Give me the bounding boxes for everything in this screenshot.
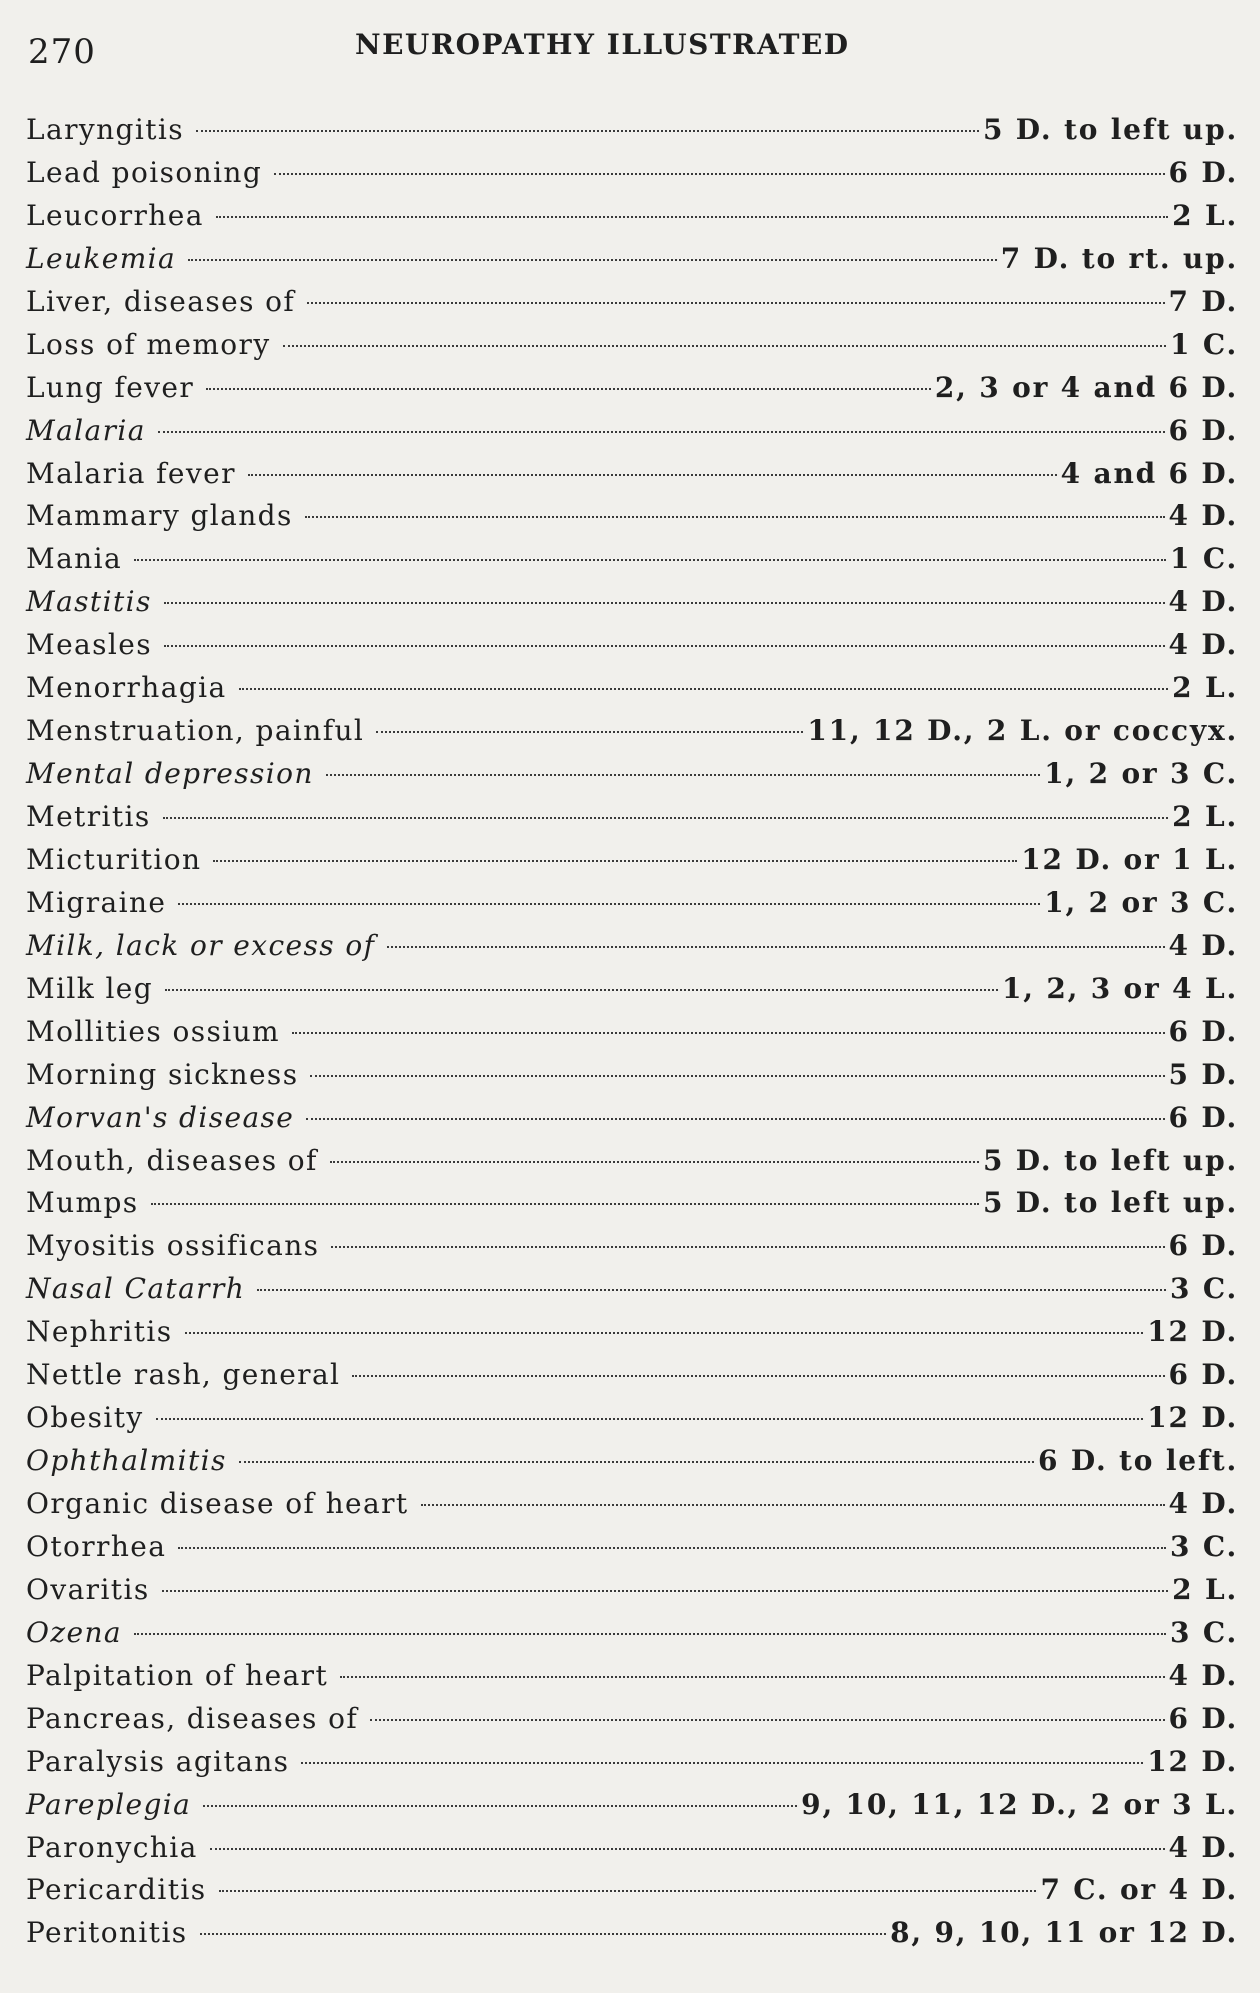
index-entry: [26, 1272, 1238, 1315]
entry-term: Measles: [26, 628, 152, 662]
dot-leader: [330, 1161, 979, 1163]
index-entry: [26, 414, 1238, 457]
dot-leader: [239, 1461, 1034, 1463]
entry-term: Menorrhagia: [26, 671, 227, 705]
entry-term: Leukemia: [26, 241, 177, 275]
dot-leader: [164, 602, 1165, 604]
dot-leader: [162, 1590, 1169, 1592]
index-entry: [26, 1831, 1238, 1874]
entry-term: Lead poisoning: [26, 155, 263, 189]
entry-reference: 5 D. to left up.: [982, 1186, 1238, 1220]
index-entry: [26, 1144, 1238, 1187]
index-entry: [26, 714, 1238, 757]
entry-reference: 4 and 6 D.: [1060, 456, 1238, 490]
dot-leader: [163, 817, 1169, 819]
dot-leader: [248, 474, 1057, 476]
entry-reference: 12 D.: [1147, 1744, 1238, 1778]
dot-leader: [340, 1676, 1164, 1678]
index-entry: [26, 113, 1238, 156]
entry-reference: 5 D. to left up.: [982, 1143, 1238, 1177]
index-entry: [26, 1401, 1238, 1444]
entry-term: Organic disease of heart: [26, 1487, 409, 1520]
dot-leader: [306, 1118, 1164, 1120]
entry-reference: 3 C.: [1170, 1272, 1238, 1306]
index-entry: [26, 371, 1238, 414]
entry-term: Mania: [26, 542, 123, 576]
entry-term: Otorrhea: [26, 1529, 167, 1563]
page-header: [0, 22, 1260, 72]
entry-reference: 1 C.: [1170, 327, 1238, 361]
dot-leader: [178, 903, 1040, 905]
entry-term: Ophthalmitis: [26, 1444, 227, 1478]
entry-reference: 6 D.: [1168, 1701, 1238, 1735]
dot-leader: [421, 1504, 1165, 1506]
entry-term: Mollities ossium: [26, 1014, 280, 1048]
entry-term: Pancreas, diseases of: [26, 1701, 359, 1735]
dot-leader: [331, 1246, 1164, 1248]
dot-leader: [274, 173, 1164, 175]
index-entry: [26, 1659, 1238, 1702]
entry-term: Laryngitis: [26, 113, 184, 146]
dot-leader: [310, 1075, 1164, 1077]
entry-reference: 1, 2 or 3 C.: [1044, 885, 1238, 919]
entry-reference: 4 D.: [1168, 1830, 1238, 1864]
entry-reference: 6 D.: [1168, 155, 1238, 189]
entry-term: Milk, lack or excess of: [26, 928, 376, 962]
entry-reference: 5 D.: [1168, 1057, 1238, 1091]
index-entry: [26, 843, 1238, 886]
entry-reference: 1 C.: [1170, 542, 1238, 576]
dot-leader: [370, 1719, 1164, 1721]
entry-reference: 4 D.: [1168, 585, 1238, 619]
dot-leader: [206, 388, 931, 390]
entry-reference: 6 D.: [1168, 1014, 1238, 1048]
index-entry: [26, 1058, 1238, 1101]
entry-term: Loss of memory: [26, 327, 271, 361]
entry-term: Micturition: [26, 842, 202, 876]
entry-reference: 6 D.: [1168, 1229, 1238, 1263]
entry-term: Malaria: [26, 413, 146, 447]
dot-leader: [387, 946, 1164, 948]
index-entry: [26, 1101, 1238, 1144]
entry-reference: 5 D. to left up.: [982, 113, 1238, 146]
entry-term: Paronychia: [26, 1830, 198, 1864]
entry-term: Morning sickness: [26, 1057, 299, 1091]
dot-leader: [326, 774, 1040, 776]
entry-reference: 11, 12 D., 2 L. or coccyx.: [807, 714, 1238, 748]
dot-leader: [283, 345, 1166, 347]
entry-term: Paralysis agitans: [26, 1744, 290, 1778]
entry-reference: 2 L.: [1172, 1572, 1238, 1606]
entry-reference: 6 D.: [1168, 1358, 1238, 1392]
index-entry: [26, 242, 1238, 285]
index-entry: [26, 929, 1238, 972]
index-entry: [26, 1186, 1238, 1229]
dot-leader: [134, 559, 1166, 561]
entry-reference: 4 D.: [1168, 499, 1238, 533]
entry-term: Leucorrhea: [26, 198, 204, 232]
entry-reference: 1, 2, 3 or 4 L.: [1001, 971, 1238, 1005]
index-entry: [26, 1616, 1238, 1659]
entry-reference: 8, 9, 10, 11 or 12 D.: [890, 1916, 1238, 1950]
dot-leader: [203, 1805, 797, 1807]
entry-reference: 12 D.: [1147, 1315, 1238, 1349]
entry-term: Nasal Catarrh: [26, 1272, 246, 1306]
entry-reference: 4 D.: [1168, 928, 1238, 962]
dot-leader: [158, 431, 1165, 433]
dot-leader: [216, 216, 1168, 218]
index-entry: [26, 1788, 1238, 1831]
index-entry: [26, 1444, 1238, 1487]
index-entry: [26, 1358, 1238, 1401]
running-title: NEUROPATHY ILLUSTRATED: [355, 28, 850, 61]
index-entry: [26, 628, 1238, 671]
entry-reference: 4 D.: [1168, 628, 1238, 662]
index-entry: [26, 1487, 1238, 1530]
index-entry: [26, 1702, 1238, 1745]
dot-leader: [213, 860, 1017, 862]
index-entry: [26, 1315, 1238, 1358]
entry-reference: 1, 2 or 3 C.: [1044, 757, 1238, 791]
dot-leader: [156, 1418, 1144, 1420]
index-entry: [26, 457, 1238, 500]
entry-reference: 12 D. or 1 L.: [1021, 842, 1238, 876]
dot-leader: [200, 1933, 887, 1935]
entry-reference: 12 D.: [1147, 1401, 1238, 1435]
entry-term: Mumps: [26, 1186, 139, 1220]
dot-leader: [165, 989, 998, 991]
entry-term: Mastitis: [26, 585, 152, 619]
entry-reference: 7 C. or 4 D.: [1040, 1873, 1238, 1907]
dot-leader: [164, 645, 1165, 647]
entry-term: Milk leg: [26, 971, 154, 1005]
index-entry: [26, 585, 1238, 628]
dot-leader: [219, 1890, 1037, 1892]
index-entry: [26, 328, 1238, 371]
index-entry: [26, 1873, 1238, 1916]
entry-term: Morvan's disease: [26, 1100, 295, 1134]
entry-term: Nephritis: [26, 1315, 173, 1349]
dot-leader: [257, 1289, 1166, 1291]
dot-leader: [305, 516, 1165, 518]
entry-term: Obesity: [26, 1401, 144, 1435]
dot-leader: [239, 688, 1169, 690]
index-entry: [26, 199, 1238, 242]
entry-reference: 3 C.: [1170, 1615, 1238, 1649]
dot-leader: [376, 731, 803, 733]
entry-term: Malaria fever: [26, 456, 236, 490]
dot-leader: [210, 1848, 1165, 1850]
index-entry: [26, 757, 1238, 800]
entry-reference: 4 D.: [1168, 1658, 1238, 1692]
index-entry: [26, 1573, 1238, 1616]
index-entry: [26, 156, 1238, 199]
entry-term: Liver, diseases of: [26, 284, 296, 318]
entry-term: Ovaritis: [26, 1572, 150, 1606]
entry-reference: 2 L.: [1172, 800, 1238, 833]
index-entry: [26, 1530, 1238, 1573]
entry-reference: 9, 10, 11, 12 D., 2 or 3 L.: [801, 1787, 1238, 1821]
entry-reference: 2 L.: [1172, 671, 1238, 705]
page-number: 270: [28, 32, 96, 72]
entry-reference: 2 L.: [1172, 198, 1238, 232]
dot-leader: [307, 302, 1164, 304]
entry-term: Ozena: [26, 1615, 123, 1649]
entry-reference: 6 D.: [1168, 1100, 1238, 1134]
index-entry: [26, 886, 1238, 929]
entry-term: Pericarditis: [26, 1873, 207, 1907]
dot-leader: [196, 130, 979, 132]
entry-reference: 2, 3 or 4 and 6 D.: [934, 370, 1238, 404]
entry-term: Mammary glands: [26, 499, 293, 533]
index-entry: [26, 972, 1238, 1015]
index-entry: [26, 1916, 1238, 1959]
entry-reference: 6 D. to left.: [1038, 1444, 1238, 1478]
entry-reference: 7 D. to rt. up.: [1000, 241, 1238, 275]
index-entry: [26, 285, 1238, 328]
index-entry: [26, 1229, 1238, 1272]
index-entry: [26, 499, 1238, 542]
entry-reference: 3 C.: [1170, 1529, 1238, 1563]
entry-term: Lung fever: [26, 370, 195, 404]
entry-term: Myositis ossificans: [26, 1229, 320, 1263]
entry-term: Peritonitis: [26, 1916, 188, 1950]
entry-reference: 6 D.: [1168, 413, 1238, 447]
index-list: [26, 113, 1238, 1959]
index-entry: [26, 542, 1238, 585]
entry-reference: 7 D.: [1168, 284, 1238, 318]
index-entry: [26, 1745, 1238, 1788]
entry-term: Palpitation of heart: [26, 1658, 329, 1692]
index-entry: [26, 1015, 1238, 1058]
index-entry: [26, 671, 1238, 714]
dot-leader: [134, 1633, 1166, 1635]
dot-leader: [188, 259, 997, 261]
entry-reference: 4 D.: [1168, 1487, 1238, 1520]
entry-term: Pareplegia: [26, 1787, 192, 1821]
dot-leader: [301, 1762, 1143, 1764]
entry-term: Metritis: [26, 800, 151, 833]
dot-leader: [185, 1332, 1144, 1334]
dot-leader: [178, 1547, 1166, 1549]
dot-leader: [292, 1032, 1165, 1034]
entry-term: Migraine: [26, 885, 167, 919]
entry-term: Menstruation, painful: [26, 714, 365, 748]
dot-leader: [352, 1375, 1164, 1377]
dot-leader: [151, 1203, 979, 1205]
entry-term: Mouth, diseases of: [26, 1143, 318, 1177]
entry-term: Mental depression: [26, 757, 314, 791]
index-entry: [26, 800, 1238, 843]
entry-term: Nettle rash, general: [26, 1358, 341, 1392]
